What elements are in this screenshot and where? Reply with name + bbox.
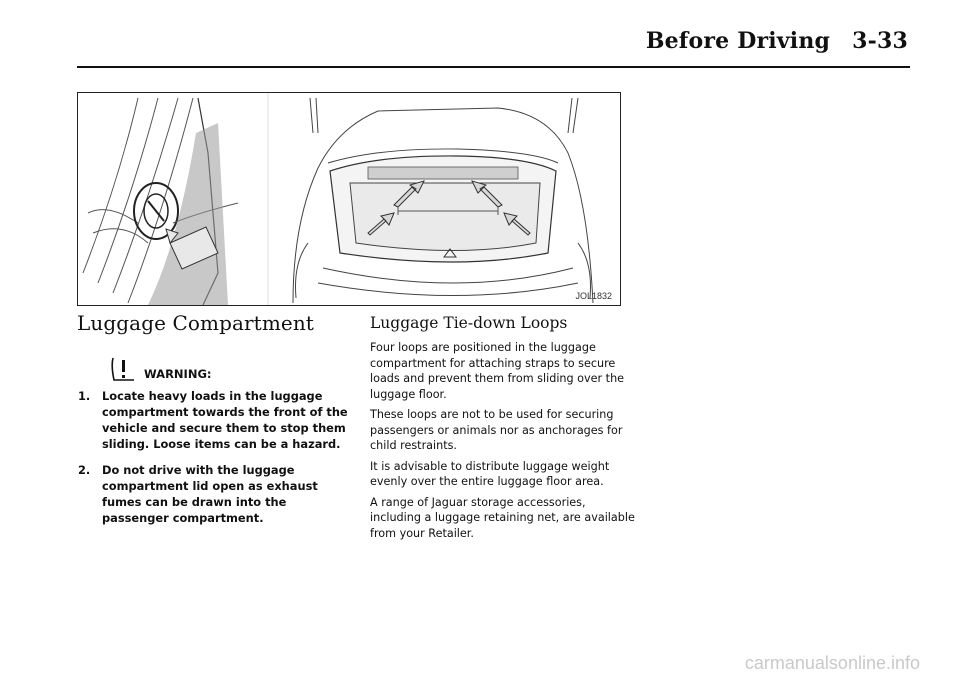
- warning-item-number: 2.: [78, 463, 91, 477]
- warning-item: [78, 388, 348, 452]
- body-paragraph: Four loops are positioned in the luggage compartment for attaching straps to secure loads and prevent them from sliding over the luggage floor.: [370, 341, 625, 401]
- subsection-title: Luggage Tie-down Loops: [370, 314, 568, 332]
- warning-item-number: 1.: [78, 389, 91, 403]
- site-watermark: carmanualsonline.info: [744, 653, 920, 673]
- subsection-body: [370, 340, 635, 546]
- warning-label: WARNING:: [144, 367, 212, 381]
- warning-list: [78, 388, 348, 536]
- figure-code: JOL1832: [575, 291, 612, 301]
- body-paragraph: These loops are not to be used for securing passengers or animals nor as anchorages for child restraints.: [370, 408, 623, 452]
- page-header: [646, 28, 908, 54]
- warning-icon: [110, 356, 138, 382]
- warning-heading: [110, 352, 212, 382]
- header-page-number: 3-33: [852, 28, 908, 54]
- header-section-title: Before Driving: [645, 28, 831, 54]
- body-paragraph: A range of Jaguar storage accessories, including a luggage retaining net, are available from your Retailer.: [370, 495, 635, 540]
- warning-item-text: Locate heavy loads in the luggage compartment towards the front of the vehicle and secure them to stop them sliding. Loose items can be a hazard.: [102, 389, 348, 451]
- header-rule: [77, 66, 910, 68]
- luggage-compartment-figure: [77, 92, 621, 306]
- section-title: Luggage Compartment: [77, 311, 314, 335]
- warning-item: [78, 462, 348, 526]
- warning-item-text: Do not drive with the luggage compartment lid open as exhaust fumes can be drawn into the passenger compartment.: [102, 463, 318, 525]
- body-paragraph: It is advisable to distribute luggage weight evenly over the entire luggage floor area.: [370, 459, 610, 488]
- trunk-illustration: [78, 93, 620, 305]
